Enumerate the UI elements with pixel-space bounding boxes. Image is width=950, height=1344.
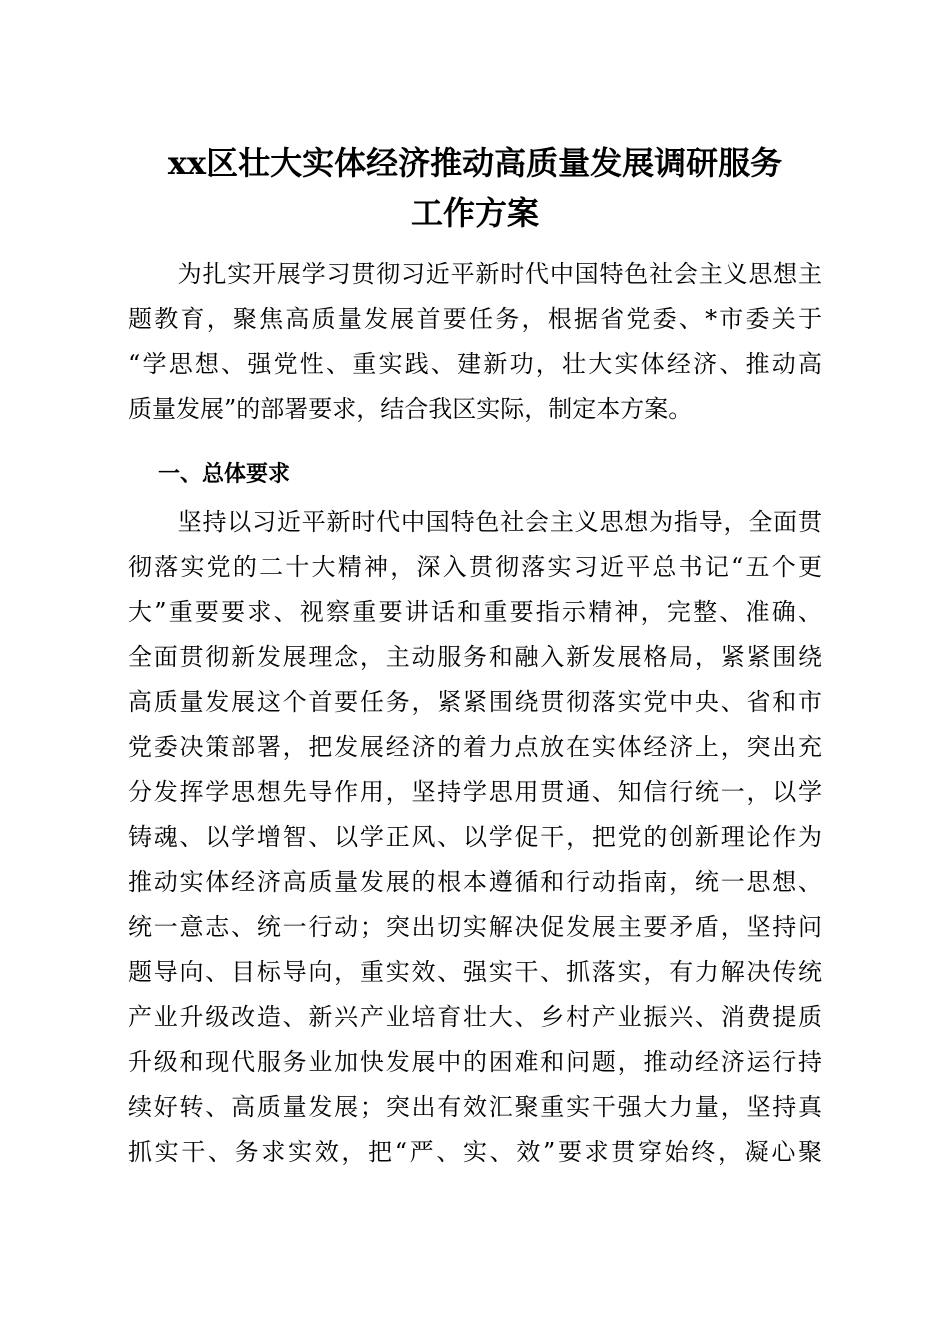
paragraph-line: 党委决策部署，把发展经济的着力点放在实体经济上，突出充	[128, 733, 822, 761]
title-line-2: 工作方案	[410, 194, 539, 232]
section-heading-general-requirements: 一、总体要求	[158, 462, 291, 487]
intro-line: 质量发展”的部署要求，结合我区实际，制定本方案。	[128, 395, 693, 423]
paragraph-line: 统一意志、统一行动；突出切实解决促发展主要矛盾，坚持问	[128, 913, 822, 941]
paragraph-line: 续好转、高质量发展；突出有效汇聚重实干强大力量，坚持真	[128, 1093, 822, 1121]
intro-line: 题教育，聚焦高质量发展首要任务，根据省党委、*市委关于	[128, 305, 822, 333]
title-line-1: xx区壮大实体经济推动高质量发展调研服务	[167, 144, 783, 182]
paragraph-line: 推动实体经济高质量发展的根本遵循和行动指南，统一思想、	[128, 868, 822, 896]
paragraph-line: 产业升级改造、新兴产业培育壮大、乡村产业振兴、消费提质	[128, 1003, 822, 1031]
paragraph-line: 题导向、目标导向，重实效、强实干、抓落实，有力解决传统	[128, 958, 822, 986]
paragraph-line: 高质量发展这个首要任务，紧紧围绕贯彻落实党中央、省和市	[128, 688, 822, 716]
intro-line: 为扎实开展学习贯彻习近平新时代中国特色社会主义思想主	[128, 260, 822, 288]
intro-line: “学思想、强党性、重实践、建新功，壮大实体经济、推动高	[128, 350, 822, 378]
paragraph-line: 升级和现代服务业加快发展中的困难和问题，推动经济运行持	[128, 1048, 822, 1076]
paragraph-line: 坚持以习近平新时代中国特色社会主义思想为指导，全面贯	[128, 508, 822, 536]
general-requirements-paragraph	[128, 500, 822, 1175]
paragraph-line: 大”重要要求、视察重要讲话和重要指示精神，完整、准确、	[128, 598, 822, 626]
document-title	[100, 138, 850, 238]
paragraph-line: 彻落实党的二十大精神，深入贯彻落实习近平总书记“五个更	[128, 553, 822, 581]
intro-paragraph	[128, 252, 822, 432]
paragraph-line: 分发挥学思想先导作用，坚持学思用贯通、知信行统一，以学	[128, 778, 822, 806]
paragraph-line: 铸魂、以学增智、以学正风、以学促干，把党的创新理论作为	[128, 823, 822, 851]
paragraph-line: 全面贯彻新发展理念，主动服务和融入新发展格局，紧紧围绕	[128, 643, 822, 671]
paragraph-line: 抓实干、务求实效，把“严、实、效”要求贯穿始终，凝心聚	[128, 1138, 822, 1166]
